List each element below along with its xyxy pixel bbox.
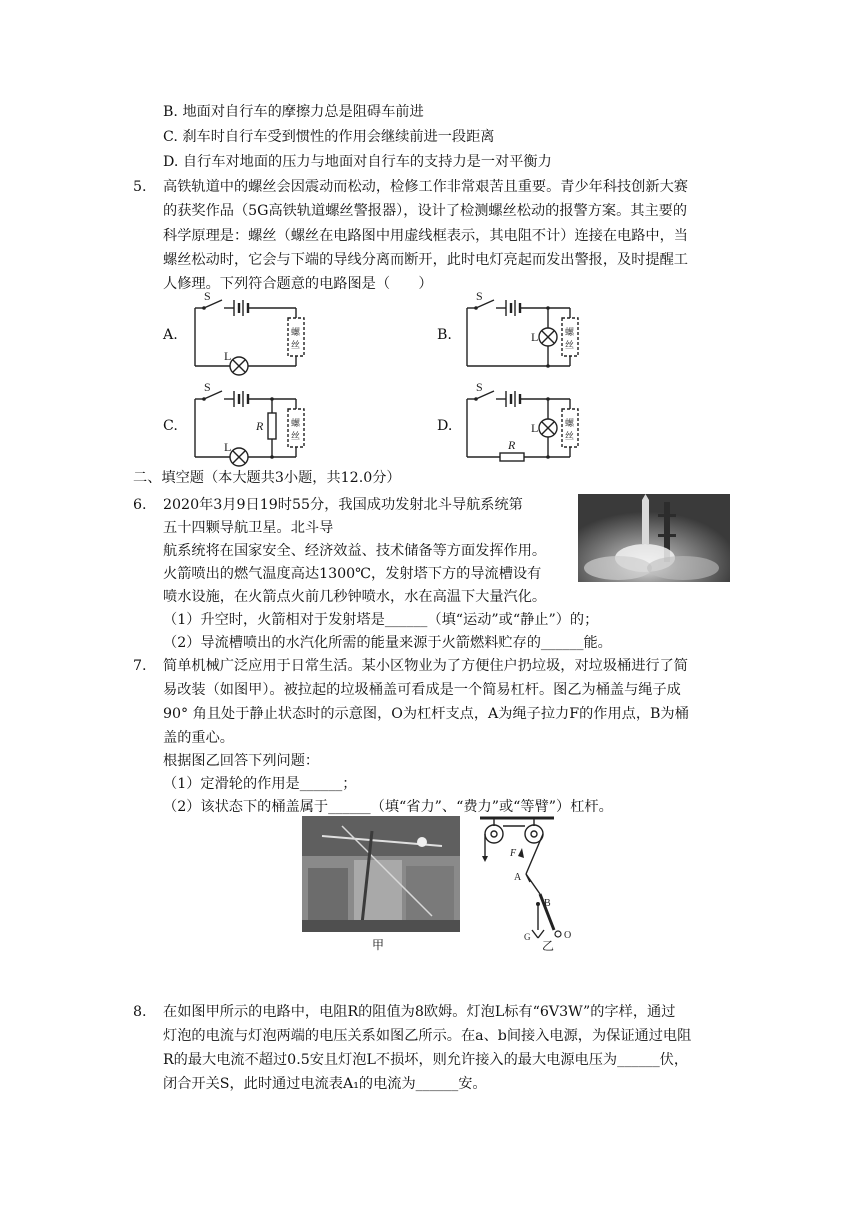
pivot-point bbox=[555, 931, 561, 937]
q5-option-b-label: B. bbox=[437, 327, 452, 343]
figure-jia-caption: 甲 bbox=[372, 938, 385, 952]
lever-pulley-diagram bbox=[474, 812, 584, 952]
force-f-label: F bbox=[510, 848, 517, 859]
q5-line-3: 科学原理是：螺丝（螺丝在电路图中用虚线框表示，其电阻不计）连接在电路中，当 bbox=[163, 228, 688, 244]
q7-line-5: 根据图乙回答下列问题： bbox=[163, 753, 320, 769]
q5-option-a-label: A. bbox=[163, 327, 178, 343]
point-o-label: O bbox=[564, 930, 572, 941]
q6-sub-1: （1）升空时，火箭相对于发射塔是______（填“运动”或“静止”）的； bbox=[163, 612, 599, 628]
center-of-gravity-point bbox=[536, 902, 540, 906]
q7-number: 7. bbox=[133, 658, 147, 674]
q5-number: 5. bbox=[133, 179, 147, 195]
q4-option-c: C. 刹车时自行车受到惯性的作用会继续前进一段距离 bbox=[163, 129, 495, 145]
screw-label-bottom: 丝 bbox=[565, 432, 575, 442]
q6-line-3: 航系统将在国家安全、经济效益、技术储备等方面发挥作用。 bbox=[163, 543, 547, 559]
q7-sub-2: （2）该状态下的桶盖属于______（填“省力”、“费力”或“等臂”）杠杆。 bbox=[163, 799, 613, 815]
junction-dot bbox=[270, 455, 274, 459]
q4-option-b: B. 地面对自行车的摩擦力总是阻碍车前进 bbox=[163, 104, 424, 120]
q5-line-5: 人修理。下列符合题意的电路图是（ ） bbox=[163, 276, 433, 292]
q4-option-d: D. 自行车对地面的压力与地面对自行车的支持力是一对平衡力 bbox=[163, 154, 552, 170]
screw-label-bottom: 丝 bbox=[565, 341, 575, 351]
q6-line-2: 五十四颗导航卫星。北斗导 bbox=[163, 520, 334, 536]
switch-pivot bbox=[202, 397, 206, 401]
switch-pivot bbox=[202, 306, 206, 310]
screw-label-top: 螺 bbox=[291, 328, 301, 338]
lamp-label: L bbox=[531, 421, 539, 435]
q5-line-1: 高铁轨道中的螺丝会因震动而松动，检修工作非常艰苦且重要。青少年科技创新大赛 bbox=[163, 179, 688, 195]
lamp-label: L bbox=[531, 330, 539, 344]
q5-option-c-label: C. bbox=[163, 418, 178, 434]
switch-pivot bbox=[474, 306, 478, 310]
q5-option-d-label: D. bbox=[437, 418, 453, 434]
lamp-label: L bbox=[224, 440, 232, 454]
junction-dot bbox=[270, 397, 274, 401]
force-arrow-icon bbox=[482, 856, 488, 862]
rocket-launch-photo bbox=[578, 494, 730, 582]
q7-line-4: 盖的重心。 bbox=[163, 730, 234, 746]
point-a-label: A bbox=[514, 872, 522, 883]
junction-dot bbox=[546, 455, 550, 459]
q8-line-1: 在如图甲所示的电路中，电阻R的阻值为8欧姆。灯泡L标有“6V3W”的字样，通过 bbox=[163, 1004, 676, 1020]
junction-dot bbox=[546, 364, 550, 368]
point-b-label: B bbox=[544, 898, 551, 909]
screw-label-top: 螺 bbox=[291, 419, 301, 429]
q7-line-3: 90° 角且处于静止状态时的示意图，O为杠杆支点，A为绳子拉力F的作用点，B为桶 bbox=[163, 706, 689, 722]
q5-line-4: 螺丝松动时，它会与下端的导线分离而断开，此时电灯亮起而发出警报，及时提醒工 bbox=[163, 252, 688, 268]
screw-label-bottom: 丝 bbox=[291, 341, 301, 351]
q8-line-3: R的最大电流不超过0.5安且灯泡L不损坏，则允许接入的最大电源电压为______伏， bbox=[163, 1052, 689, 1068]
q6-sub-2: （2）导流槽喷出的水汽化所需的能量来源于火箭燃料贮存的______能。 bbox=[163, 635, 612, 651]
q8-line-4: 闭合开关S，此时通过电流表A₁的电流为______安。 bbox=[163, 1076, 487, 1092]
q7-line-2: 易改装（如图甲）。被拉起的垃圾桶盖可看成是一个简易杠杆。图乙为桶盖与绳子成 bbox=[163, 682, 681, 698]
section-2-title: 二、填空题（本大题共3小题，共12.0分） bbox=[133, 470, 401, 486]
gravity-g-label: G bbox=[524, 932, 531, 942]
screw-label-top: 螺 bbox=[565, 419, 575, 429]
circuit-diagram-c bbox=[190, 381, 320, 469]
switch-label: S bbox=[204, 381, 211, 394]
q6-line-4: 火箭喷出的燃气温度高达1300℃，发射塔下方的导流槽设有 bbox=[163, 566, 542, 582]
junction-dot bbox=[546, 397, 550, 401]
q8-line-2: 灯泡的电流与灯泡两端的电压关系如图乙所示。在a、b间接入电源，为保证通过电阻 bbox=[163, 1028, 692, 1044]
q7-line-1: 简单机械广泛应用于日常生活。某小区物业为了方便住户扔垃圾，对垃圾桶进行了简 bbox=[163, 658, 688, 674]
trash-can-photo bbox=[302, 816, 460, 932]
screw-label-top: 螺 bbox=[565, 328, 575, 338]
circuit-diagram-a bbox=[190, 290, 320, 378]
q7-sub-1: （1）定滑轮的作用是______； bbox=[163, 776, 357, 792]
lamp-label: L bbox=[224, 349, 232, 363]
switch-label: S bbox=[204, 290, 211, 303]
q6-number: 6. bbox=[133, 497, 147, 513]
q6-line-1: 2020年3月9日19时55分，我国成功发射北斗导航系统第 bbox=[163, 497, 523, 513]
resistor-label: R bbox=[508, 438, 516, 452]
junction-dot bbox=[546, 306, 550, 310]
circuit-diagram-d bbox=[462, 381, 592, 469]
q8-number: 8. bbox=[133, 1004, 147, 1020]
q5-line-2: 的获奖作品（5G高铁轨道螺丝警报器），设计了检测螺丝松动的报警方案。其主要的 bbox=[163, 203, 688, 219]
switch-label: S bbox=[476, 290, 483, 303]
switch-pivot bbox=[474, 397, 478, 401]
circuit-diagram-b bbox=[462, 290, 592, 378]
resistor-label: R bbox=[256, 419, 264, 433]
q6-line-5: 喷水设施，在火箭点火前几秒钟喷水，水在高温下大量汽化。 bbox=[163, 589, 547, 605]
switch-label: S bbox=[476, 381, 483, 394]
screw-label-bottom: 丝 bbox=[291, 432, 301, 442]
figure-yi-caption: 乙 bbox=[542, 939, 555, 952]
